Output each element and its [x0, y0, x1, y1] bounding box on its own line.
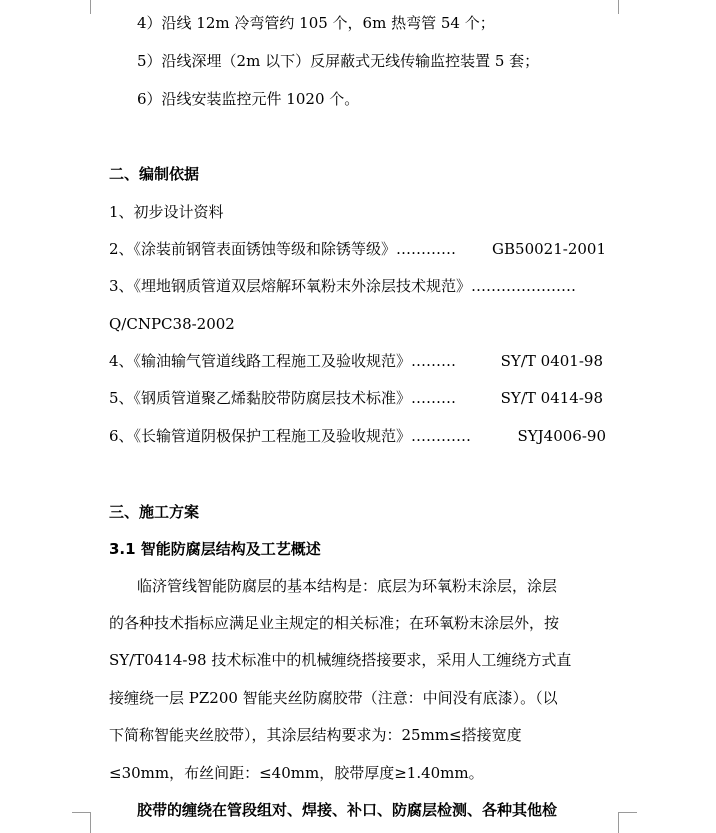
reference-item-2-code: GB50021-2001 [492, 240, 606, 258]
crop-mark-bottom-right [618, 812, 619, 833]
paragraph-line-1: 临济管线智能防腐层的基本结构是：底层为环氧粉末涂层，涂层 [137, 577, 558, 595]
reference-item-1: 1、初步设计资料 [109, 203, 224, 221]
section-2-title: 二、编制依据 [109, 165, 200, 183]
reference-item-2-text: 2、《涂装前钢管表面锈蚀等级和除锈等级》………… [109, 240, 457, 258]
list-item-5: 5）沿线深埋（2m 以下）反屏蔽式无线传输监控装置 5 套； [137, 52, 540, 70]
reference-item-4-text: 4、《输油输气管道线路工程施工及验收规范》……… [109, 352, 457, 370]
reference-item-4 [109, 351, 603, 371]
list-item-6: 6）沿线安装监控元件 1020 个。 [137, 90, 360, 108]
reference-item-2 [109, 239, 606, 259]
crop-mark-bottom-left [90, 812, 91, 833]
paragraph-line-3: SY/T0414-98 技术标准中的机械缠绕搭接要求，采用人工缠绕方式直 [109, 651, 572, 669]
reference-item-4-code: SY/T 0401-98 [500, 352, 603, 370]
paragraph-2-line-1: 胶带的缠绕在管段组对、焊接、补口、防腐层检测、各种其他检 [137, 801, 558, 819]
list-item-4: 4）沿线 12m 冷弯管约 105 个，6m 热弯管 54 个； [137, 14, 495, 32]
reference-item-5 [109, 388, 603, 408]
reference-item-5-code: SY/T 0414-98 [500, 389, 603, 407]
section-3-1-subtitle: 3.1 智能防腐层结构及工艺概述 [109, 540, 321, 558]
crop-mark-bottom-left-h [72, 812, 90, 813]
reference-item-3-code: Q/CNPC38-2002 [109, 315, 235, 333]
paragraph-line-4: 接缠绕一层 PZ200 智能夹丝防腐胶带（注意：中间没有底漆）。（以 [109, 689, 558, 707]
crop-mark-bottom-right-h [619, 812, 637, 813]
reference-item-5-text: 5、《钢质管道聚乙烯黏胶带防腐层技术标准》……… [109, 389, 457, 407]
paragraph-line-6: ≤30mm，布丝间距：≤40mm，胶带厚度≥1.40mm。 [109, 764, 484, 782]
reference-item-6-code: SYJ4006-90 [517, 427, 606, 445]
section-3-title: 三、施工方案 [109, 503, 200, 521]
reference-item-6-text: 6、《长输管道阴极保护工程施工及验收规范》………… [109, 427, 472, 445]
crop-mark-top-left [90, 0, 91, 14]
reference-item-3: 3、《埋地钢质管道双层熔解环氧粉末外涂层技术规范》………………… [109, 277, 577, 295]
crop-mark-top-right [618, 0, 619, 14]
reference-item-6 [109, 426, 606, 446]
paragraph-line-5: 下简称智能夹丝胶带），其涂层结构要求为：25mm≤搭接宽度 [109, 726, 522, 744]
paragraph-line-2: 的各种技术指标应满足业主规定的相关标准；在环氧粉末涂层外，按 [109, 614, 560, 632]
